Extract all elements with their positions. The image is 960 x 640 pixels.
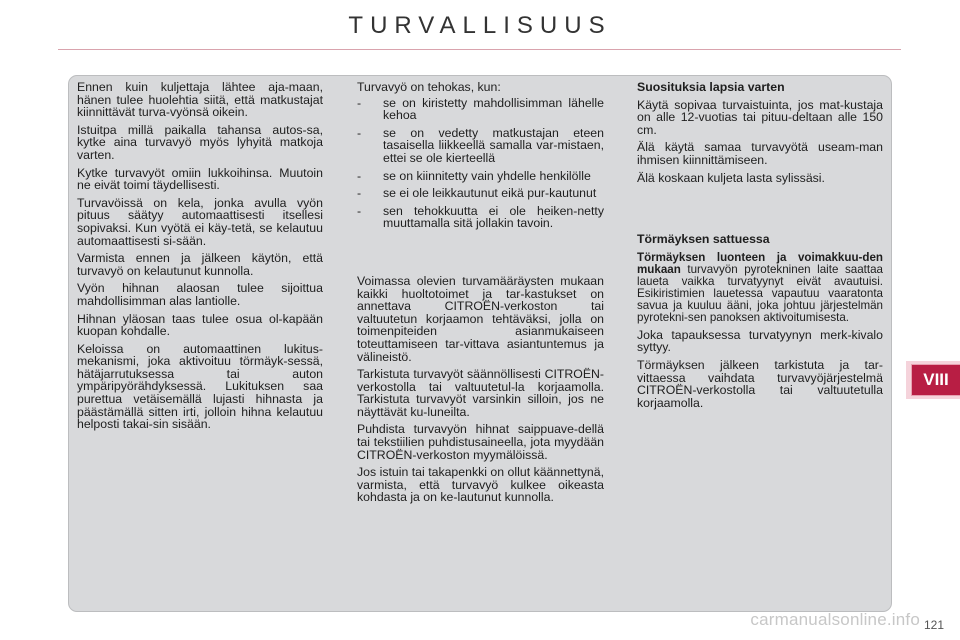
paragraph: Käytä sopivaa turvaistuinta, jos mat-kustaja on alle 12-vuotias tai pituu-deltaan alle 150 cm. <box>637 97 883 137</box>
list-item: - sen tehokkuutta ei ole heiken-netty muuttamalla sitä jollakin tavoin. <box>357 203 604 231</box>
paragraph: Vyön hihnan alaosan tulee sijoittua mahdollisimman alas lantiolle. <box>77 281 323 308</box>
bold-lead: Törmäyksen luonteen ja voimakkuu-den mukaan <box>637 250 883 276</box>
list-intro: Turvavyö on tehokas, kun: <box>357 80 501 94</box>
requirements-list <box>357 97 604 230</box>
list-item: - se on vedetty matkustajan eteen tasaisella liikkeellä samalla var-mistaen, ettei se ole kierteellä <box>357 125 604 165</box>
paragraph: Voimassa olevien turvamääräysten mukaan kaikki huoltotoimet ja tar-kastukset on annettava CITROËN-verkoston tai valtuutetun korjaamon tehtäväksi, jolla on toimenpiteiden asianmukaiseen toteuttamiseen tar-vittava asiantuntemus ja välineistö. <box>357 273 604 364</box>
paragraph: Törmäyksen jälkeen tarkistuta ja tar-vittaessa vaihdata turvavyöjärjestelmä CITROËN-verkostolla tai valtuutetulla korjaamolla. <box>637 357 883 410</box>
column-left <box>77 81 323 436</box>
paragraph: Hihnan yläosan taas tulee osua ol-kapään kuopan kohdalle. <box>77 311 323 339</box>
page-title: TURVALLISUUS <box>348 12 612 39</box>
paragraph <box>637 252 883 324</box>
column-right <box>637 81 883 414</box>
list-item: - se on kiristetty mahdollisimman lähelle kehoa <box>357 95 604 123</box>
paragraph: Jos istuin tai takapenkki on ollut käännettynä, varmista, että turvavyö kulkee oikeasta kohdasta ja on ke-lautunut kunnolla. <box>357 465 604 505</box>
section-tab: VIII <box>912 365 960 395</box>
paragraph: Joka tapauksessa turvatyynyn merk-kivalo syttyy. <box>637 327 883 355</box>
column-middle <box>357 81 604 509</box>
watermark: carmanualsonline.info <box>750 610 920 629</box>
paragraph: Tarkistuta turvavyöt säännöllisesti CITROËN-verkostolla tai valtuutetul-la korjaamolla. Tarkistuta turvavyöt varsinkin silloin, jos ne näyttävät ku-luneilta. <box>357 367 604 419</box>
page-number: 121 <box>923 618 944 632</box>
paragraph: Istuitpa millä paikalla tahansa autos-sa, kytke aina turvavyö myös lyhyitä matkoja varten. <box>77 122 323 162</box>
title-divider <box>58 49 901 50</box>
section-heading: Törmäyksen sattuessa <box>637 232 770 247</box>
paragraph: Ennen kuin kuljettaja lähtee aja-maan, hänen tulee huolehtia siitä, että matkustajat kiinnittävät turva-vyönsä oikein. <box>77 80 323 120</box>
section-heading: Suosituksia lapsia varten <box>637 80 785 94</box>
paragraph: Älä käytä samaa turvavyötä useam-man ihmisen kiinnittämiseen. <box>637 140 883 167</box>
list-item: - se on kiinnitetty vain yhdelle henkilölle <box>357 168 591 183</box>
lead-rest: turvavyön pyrotekninen laite saattaa laueta vaikka turvatyynyt eivät avautuisi. Esikiristimien lauetessa vapautuu vaaratonta savua ja kuuluu ääni, joka johtuu järjestelmän pyrotekni-sen panoksen aktivoitumisesta. <box>637 262 883 324</box>
paragraph: Keloissa on automaattinen lukitus-mekanismi, joka aktivoituu törmäyk-sessä, hätäjarrutuksessa tai auton ympäripyörähdyksessä. Lukituksen saa purettua vetäisemällä lujasti hihnasta ja päästämällä sitten irti, jolloin hihna kelautuu helposti takai-sin sisään. <box>77 341 323 432</box>
paragraph: Varmista ennen ja jälkeen käytön, että turvavyö on kelautunut kunnolla. <box>77 251 323 278</box>
paragraph: Turvavöissä on kela, jonka avulla vyön pituus säätyy automaattisesti itsellesi sopivaksi. Kun vyötä ei käy-tetä, se kelautuu automaattisesti si-sään. <box>77 195 323 248</box>
paragraph: Puhdista turvavyön hihnat saippuave-dellä tai tekstiilien puhdistusaineella, jota myydään CITROËN-verkoston myymälöissä. <box>357 422 604 462</box>
list-item: - se ei ole leikkautunut eikä pur-kautunut <box>357 186 597 201</box>
paragraph: Kytke turvavyöt omiin lukkoihinsa. Muutoin ne eivät toimi täydellisesti. <box>77 165 323 193</box>
paragraph: Älä koskaan kuljeta lasta sylissäsi. <box>637 170 825 185</box>
